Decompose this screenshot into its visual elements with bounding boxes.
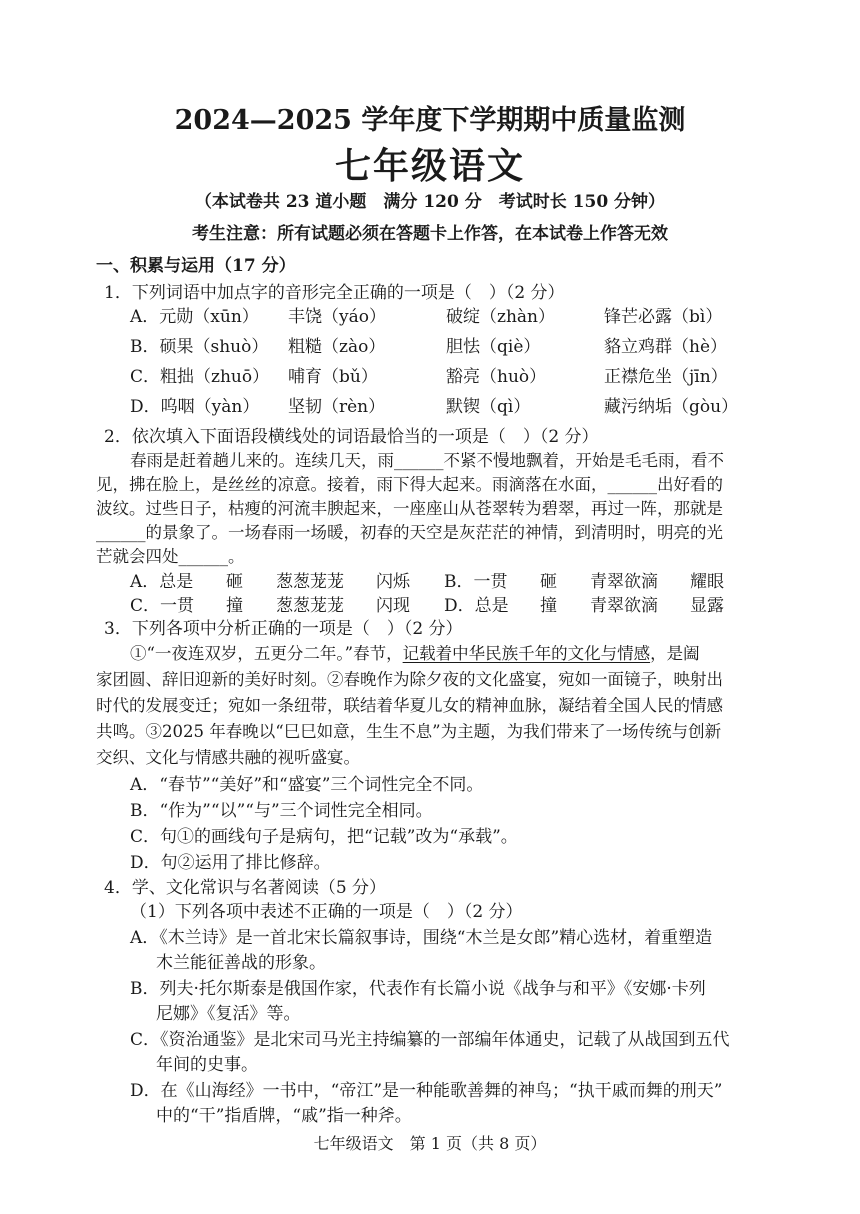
q1-stem: 1．下列词语中加点字的音形完全正确的一项是（ ）（2 分）: [104, 283, 565, 303]
q1-c-2: 哺育（bǔ）: [288, 367, 378, 387]
q1-b-4: 貉立鸡群（hè）: [604, 337, 728, 357]
q4-option-b: B．列夫·托尔斯泰是俄国作家，代表作有长篇小说《战争与和平》《安娜·卡列: [130, 979, 706, 999]
q1-d-4: 藏污纳垢（gòu）: [604, 397, 739, 417]
q3-option-d: D．句②运用了排比修辞。: [130, 853, 331, 873]
q3-option-a: A．“春节”“美好”和“盛宴”三个词性完全不同。: [130, 775, 484, 795]
q2-opt-b: B．一贯: [444, 572, 508, 592]
q4-option-b-cont: 尼娜》《复活》等。: [156, 1004, 301, 1024]
q2-opt-d: D．总是: [444, 596, 509, 616]
exam-notice: 考生注意：所有试题必须在答题卡上作答，在本试卷上作答无效: [192, 224, 668, 244]
q2-opt-b-4: 耀眼: [690, 572, 724, 592]
q1-b-2: 粗糙（zào）: [288, 337, 386, 357]
q1-d-3: 默锲（qì）: [446, 397, 531, 417]
q2-opt-b-3: 青翠欲滴: [590, 572, 658, 592]
q1-c-3: 豁亮（huò）: [446, 367, 547, 387]
q4-stem: 4．学、文化常识与名著阅读（5 分）: [104, 878, 387, 898]
q4-option-a-cont: 木兰能征善战的形象。: [156, 953, 326, 973]
q3-option-c: C．句①的画线句子是病句，把“记载”改为“承载”。: [130, 827, 518, 847]
q3-passage-line: 家团圆、辞旧迎新的美好时刻。②春晚作为除夕夜的文化盛宴，宛如一面镜子，映射出: [96, 670, 723, 689]
q2-opt-a-3: 葱葱茏茏: [276, 572, 344, 592]
q3-stem: 3．下列各项中分析正确的一项是（ ）（2 分）: [104, 619, 463, 639]
q1-c-1: C．粗拙（zhuō）: [130, 367, 270, 387]
q2-opt-d-3: 青翠欲滴: [590, 596, 658, 616]
q2-opt-c-2: 撞: [226, 596, 243, 616]
q4-option-d-cont: 中的“干”指盾牌，“戚”指一种斧。: [156, 1106, 412, 1126]
q2-opt-a-2: 砸: [226, 572, 243, 592]
section-title: 一、积累与运用（17 分）: [96, 256, 296, 276]
q3-line1-start: ①“一夜连双岁，五更分二年。”春节，: [130, 644, 403, 663]
q4-option-d: D．在《山海经》一书中，“帝江”是一种能歌善舞的神鸟；“执干戚而舞的刑天”: [130, 1081, 723, 1101]
q3-passage-line: [130, 640, 700, 664]
q4-sub-stem: （1）下列各项中表述不正确的一项是（ ）（2 分）: [130, 902, 523, 922]
q1-a-2: 丰饶（yáo）: [288, 307, 386, 327]
exam-info: （本试卷共 23 道小题 满分 120 分 考试时长 150 分钟）: [194, 192, 666, 212]
q3-passage-line: 交织、文化与情感共融的视听盛宴。: [96, 748, 360, 767]
q1-d-2: 坚韧（rèn）: [288, 397, 386, 417]
q2-opt-c-4: 闪现: [376, 596, 410, 616]
q4-option-c: C．《资治通鉴》是北宋司马光主持编纂的一部编年体通史，记载了从战国到五代: [130, 1030, 730, 1050]
q2-opt-a-4: 闪烁: [376, 572, 410, 592]
q3-passage-line: 时代的发展变迁；宛如一条纽带，联结着华夏儿女的精神血脉，凝结着全国人民的情感: [96, 696, 723, 715]
q2-passage-line: 波纹。过些日子，枯瘦的河流丰腴起来，一座座山从苍翠转为碧翠，再过一阵，那就是: [96, 499, 723, 518]
q3-line1-end: ，是阖: [650, 644, 700, 663]
q3-passage-line: 共鸣。③2025 年春晚以“巳巳如意，生生不息”为主题，为我们带来了一场传统与创新: [96, 722, 722, 741]
q2-opt-c: C．一贯: [130, 596, 195, 616]
q1-b-3: 胆怯（qiè）: [446, 337, 541, 357]
q2-passage-line: 春雨是赶着趟儿来的。连续几天，雨______不紧不慢地飘着，开始是毛毛雨，看不: [130, 451, 724, 470]
q2-stem: 2．依次填入下面语段横线处的词语最恰当的一项是（ ）（2 分）: [104, 427, 599, 447]
q1-b-1: B．硕果（shuò）: [130, 337, 269, 357]
q1-a-1: A．元勋（xūn）: [130, 307, 259, 327]
q2-passage-line: ______的景象了。一场春雨一场暖，初春的天空是灰茫茫的神情，到清明时，明亮的光: [96, 523, 723, 542]
subject-title: 七年级语文: [334, 145, 525, 187]
q1-c-4: 正襟危坐（jīn）: [604, 367, 728, 387]
q3-underlined-sentence: 记载着中华民族千年的文化与情感: [402, 644, 651, 663]
q4-option-a: A．《木兰诗》是一首北宋长篇叙事诗，围绕“木兰是女郎”精心选材，着重塑造: [130, 928, 713, 948]
q2-opt-a: A．总是: [130, 572, 194, 592]
q3-option-b: B．“作为”“以”“与”三个词性完全相同。: [130, 801, 433, 821]
exam-title: 2024—2025 学年度下学期期中质量监测: [174, 105, 686, 136]
page-footer: 七年级语文 第 1 页（共 8 页）: [313, 1134, 547, 1153]
q1-a-4: 锋芒必露（bì）: [604, 307, 723, 327]
q2-opt-d-2: 撞: [540, 596, 557, 616]
q1-d-1: D．呜咽（yàn）: [130, 397, 260, 417]
q2-passage-line: 见，拂在脸上，是丝丝的凉意。接着，雨下得大起来。雨滴落在水面，______出好看的: [96, 475, 723, 494]
q2-passage-line: 芒就会四处______。: [96, 547, 245, 566]
q2-opt-d-4: 显露: [690, 596, 724, 616]
q2-opt-b-2: 砸: [540, 572, 557, 592]
q1-a-3: 破绽（zhàn）: [446, 307, 555, 327]
q4-option-c-cont: 年间的史事。: [156, 1055, 258, 1075]
q2-opt-c-3: 葱葱茏茏: [276, 596, 344, 616]
